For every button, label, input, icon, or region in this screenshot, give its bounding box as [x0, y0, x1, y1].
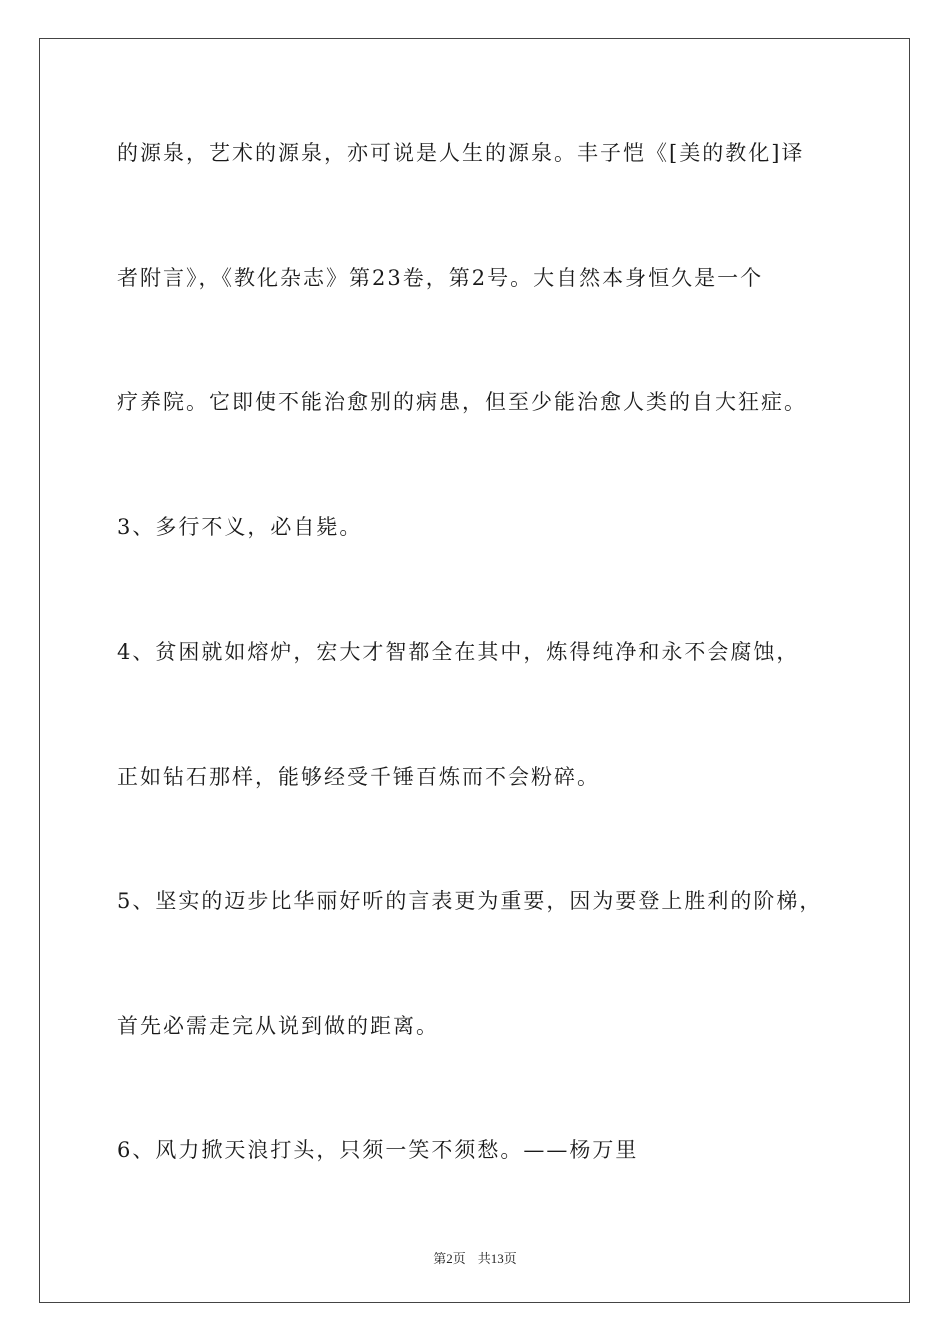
text-line-2: 者附言》，《教化杂志》第23卷，第2号。大自然本身恒久是一个 — [117, 266, 764, 290]
page-border — [39, 38, 910, 1303]
text-line-8: 首先必需走完从说到做的距离。 — [117, 1014, 439, 1038]
page-footer — [0, 1248, 950, 1267]
text-line-9: 6、风力掀天浪打头，只须一笑不须愁。——杨万里 — [117, 1138, 639, 1162]
text-line-7: 5、坚实的迈步比华丽好听的言表更为重要，因为要登上胜利的阶梯， — [117, 889, 823, 913]
page-number: 第2页 — [433, 1251, 466, 1266]
text-line-1: 的源泉，艺术的源泉，亦可说是人生的源泉。丰子恺《[美的教化]译 — [117, 141, 805, 165]
text-line-4: 3、多行不义，必自毙。 — [117, 515, 363, 539]
page-total: 共13页 — [477, 1251, 517, 1266]
text-line-5: 4、贫困就如熔炉，宏大才智都全在其中，炼得纯净和永不会腐蚀， — [117, 640, 800, 664]
text-line-6: 正如钻石那样，能够经受千锤百炼而不会粉碎。 — [117, 765, 600, 789]
text-line-3: 疗养院。它即使不能治愈别的病患，但至少能治愈人类的自大狂症。 — [117, 390, 807, 414]
